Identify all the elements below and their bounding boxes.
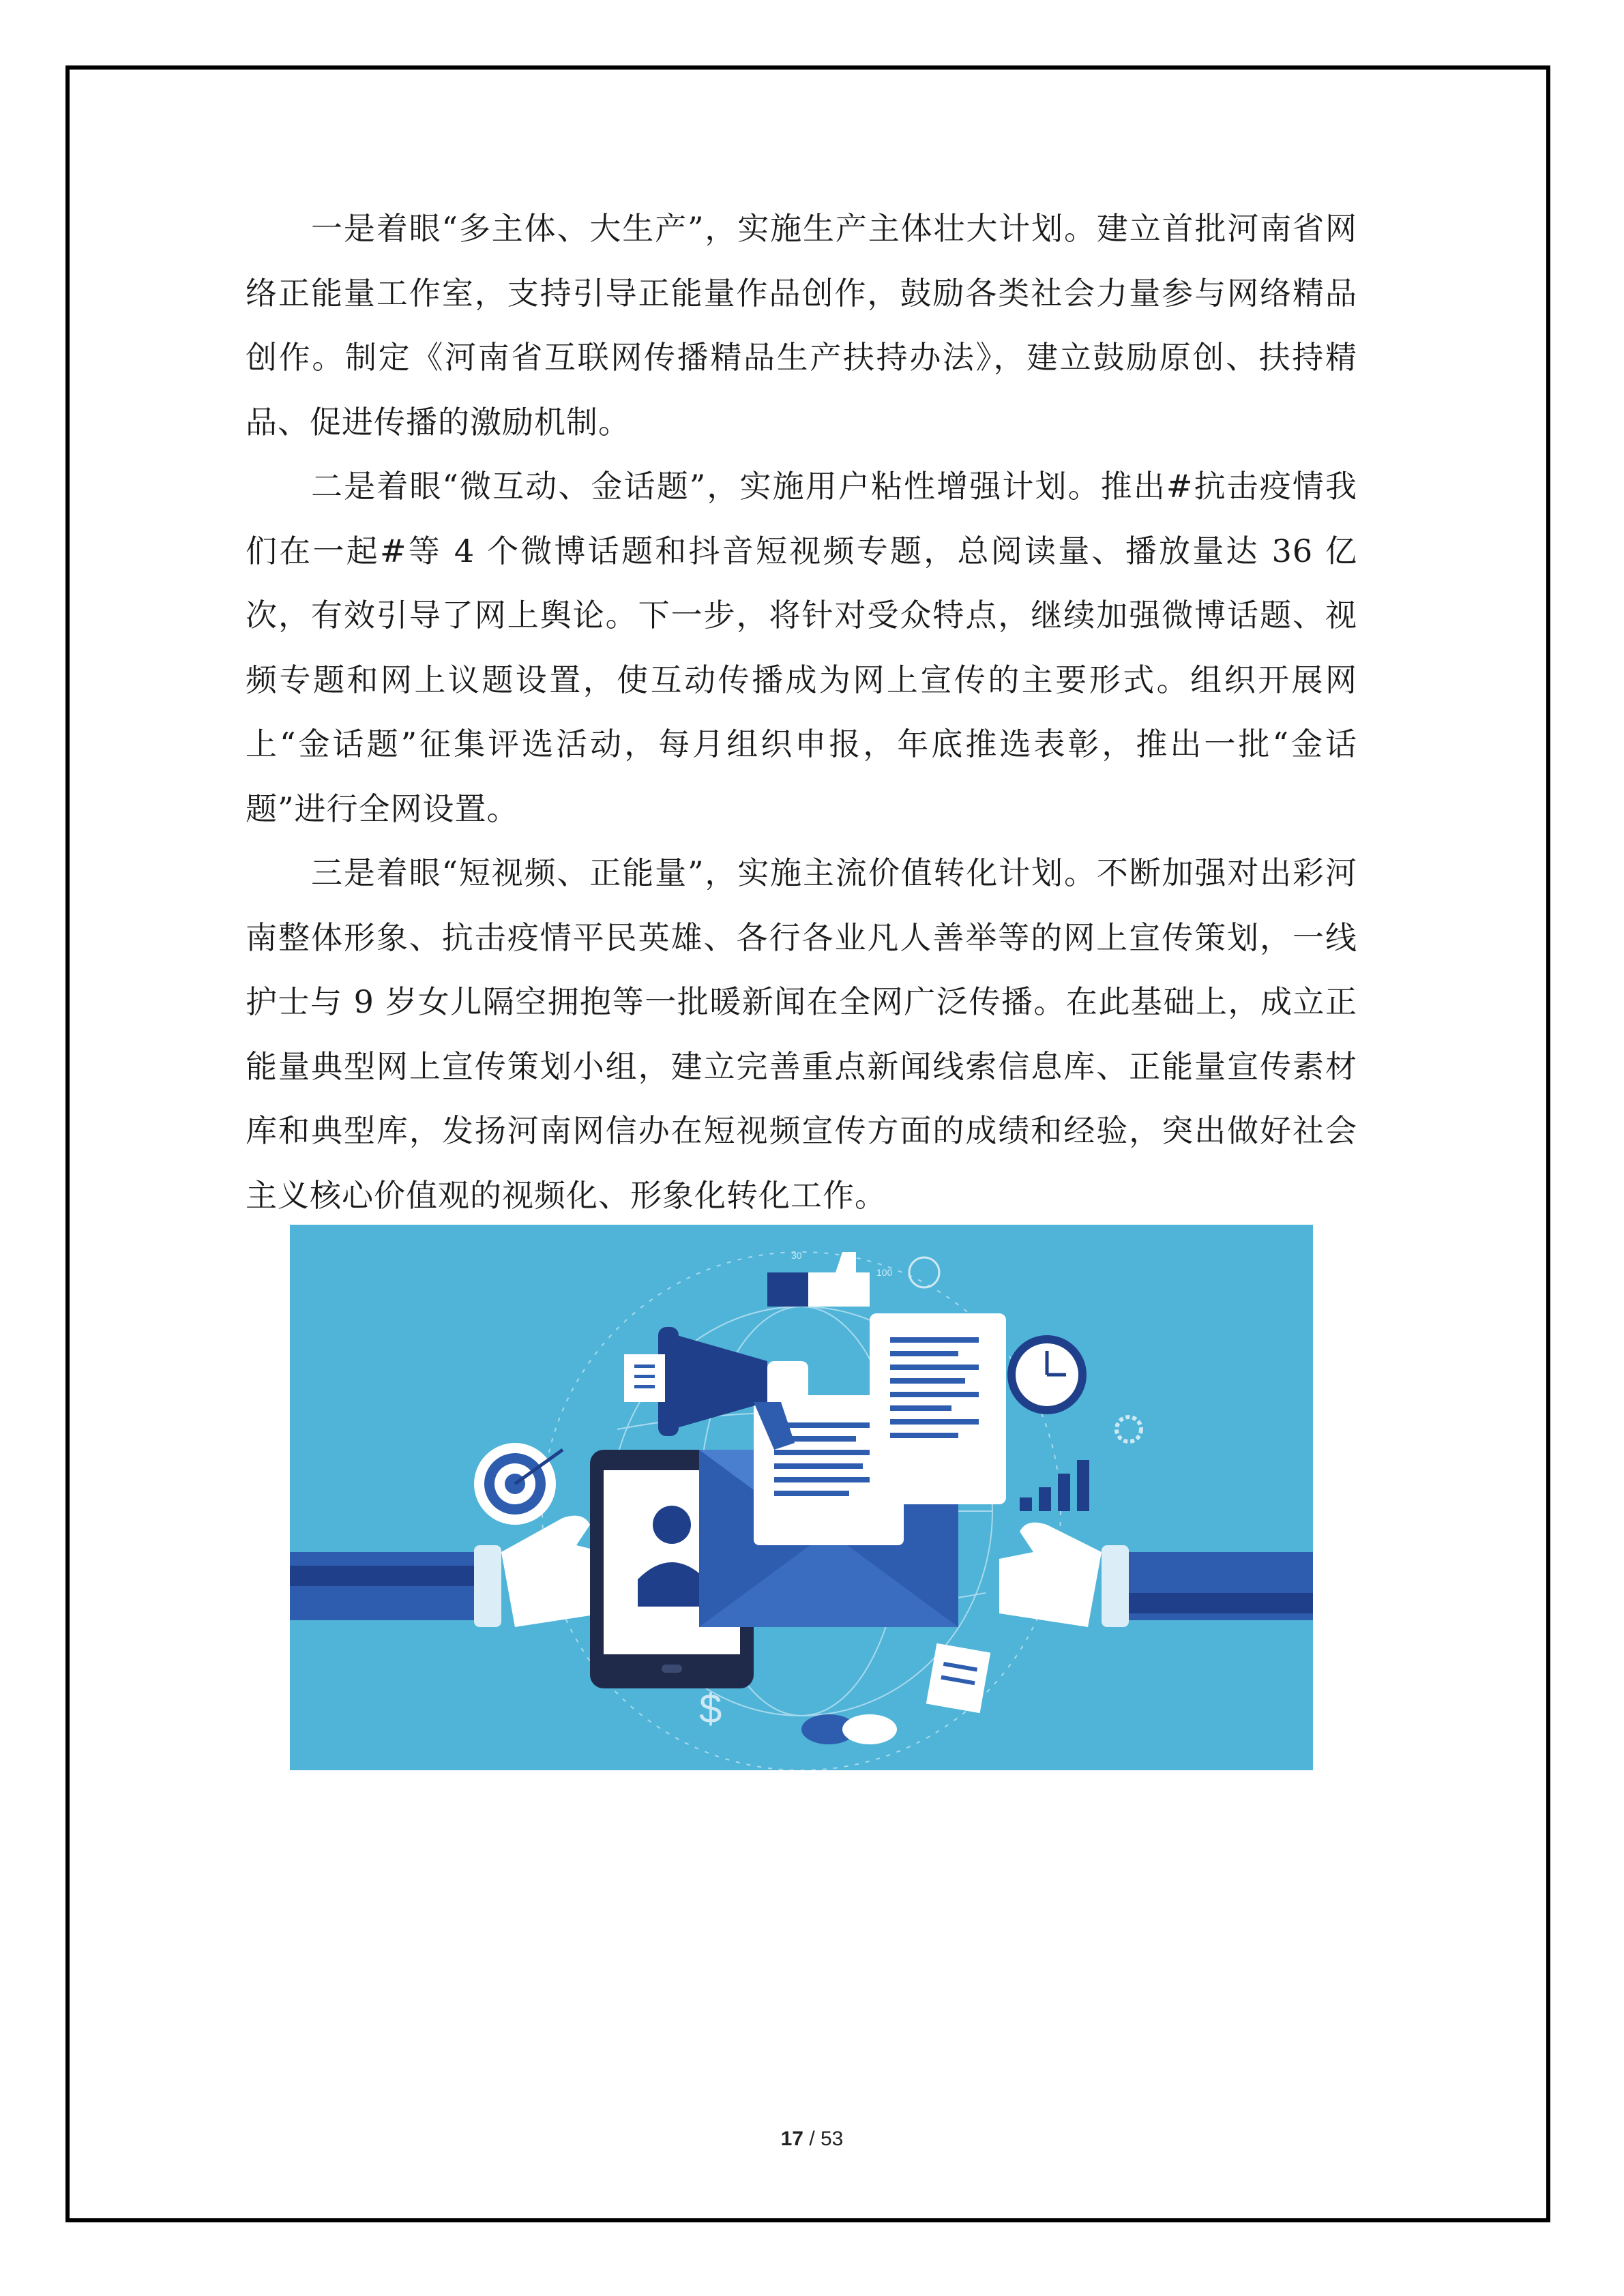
dollar-icon: $ xyxy=(699,1686,722,1731)
clock-icon xyxy=(1007,1335,1087,1414)
label-30: 30 xyxy=(791,1250,802,1261)
document-body xyxy=(246,196,1357,1227)
label-100: 100 xyxy=(876,1267,893,1278)
pen-paper-icon xyxy=(926,1643,990,1714)
page-number xyxy=(0,2128,1624,2151)
receipt-icon xyxy=(624,1354,665,1402)
total-pages: 53 xyxy=(821,2128,844,2150)
page-separator: / xyxy=(803,2128,821,2150)
media-communication-illustration xyxy=(290,1225,1313,1770)
paragraph-1: 一是着眼“多主体、大生产”，实施生产主体壮大计划。建立首批河南省网络正能量工作室，支持引导正能量作品创作，鼓励各类社会力量参与网络精品创作。制定《河南省互联网传播精品生产扶持办法》，建立鼓励原创、扶持精品、促进传播的激励机制。 xyxy=(246,210,1357,441)
paragraph-3: 三是着眼“短视频、正能量”，实施主流价值转化计划。不断加强对出彩河南整体形象、抗击疫情平民英雄、各行各业凡人善举等的网上宣传策划，一线护士与 9 岁女儿隔空拥抱等一批暖新闻在全网广泛传播。在此基础上，成立正能量典型网上宣传策划小组，建立完善重点新闻线索信息库、正能量宣传素材库和典型库，发扬河南网信办在短视频宣传方面的成绩和经验，突出做好社会主义核心价值观的视频化、形象化转化工作。 xyxy=(246,854,1357,1214)
paragraph-2: 二是着眼“微互动、金话题”，实施用户粘性增强计划。推出#抗击疫情我们在一起#等 4 个微博话题和抖音短视频专题，总阅读量、播放量达 36 亿次，有效引导了网上舆论。下一步，将针对受众特点，继续加强微博话题、视频专题和网上议题设置，使互动传播成为网上宣传的主要形式。组织开展网上“金话题”征集评选活动，每月组织申报，年底推选表彰，推出一批“金话题”进行全网设置。 xyxy=(246,468,1357,827)
current-page: 17 xyxy=(780,2128,803,2150)
scroll-document-icon xyxy=(870,1313,1006,1504)
